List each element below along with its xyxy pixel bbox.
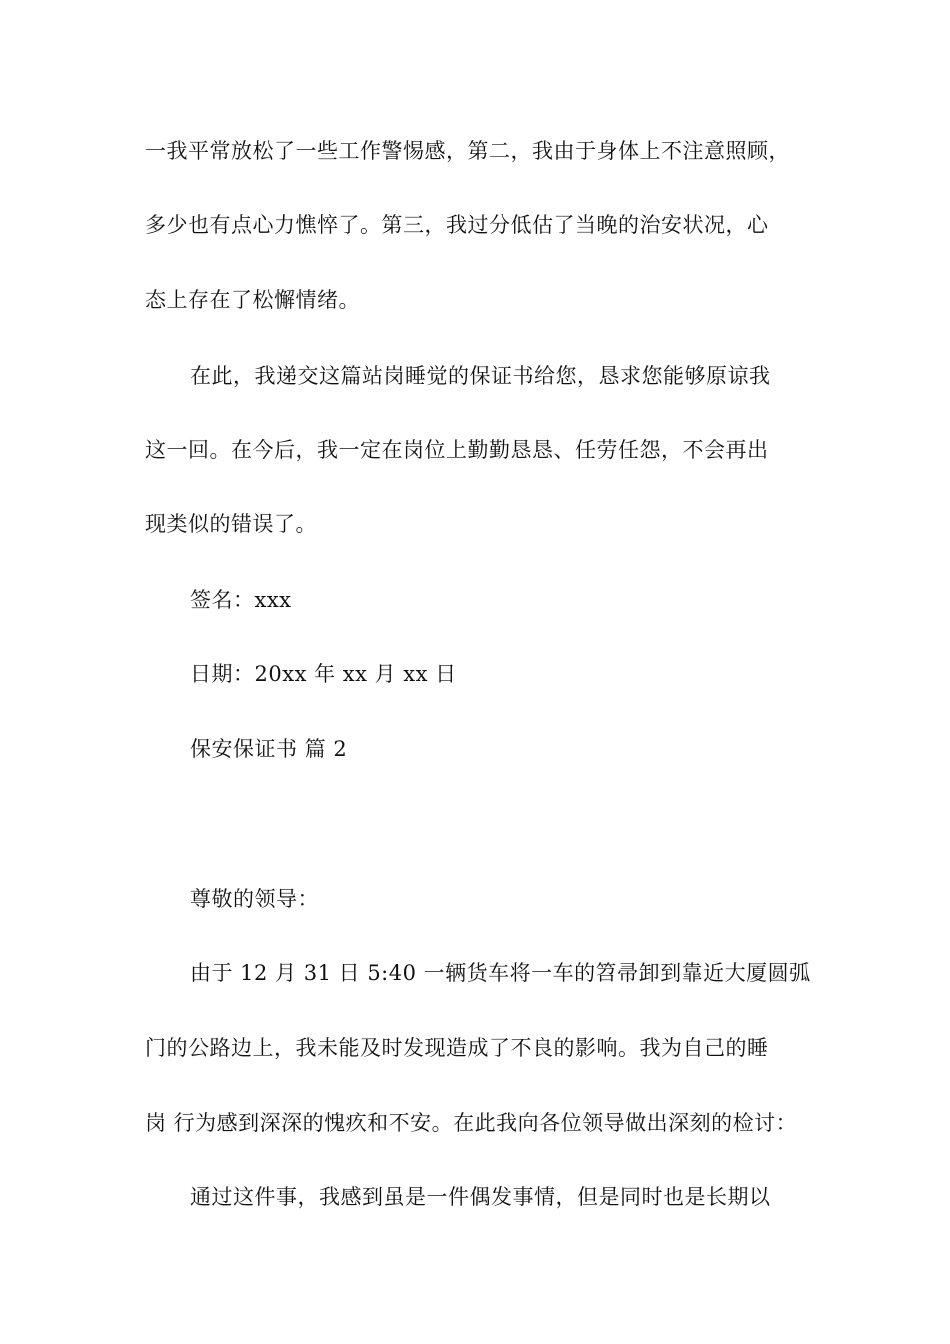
paragraph-line: 由于 12 月 31 日 5:40 一辆货车将一车的笤帚卸到靠近大厦圆弧	[190, 961, 811, 985]
paragraph-line: 现类似的错误了。	[145, 512, 317, 536]
paragraph-line: 在此，我递交这篇站岗睡觉的保证书给您，恳求您能够原谅我	[190, 364, 771, 388]
date-line: 日期：20xx 年 xx 月 xx 日	[190, 662, 457, 686]
section-heading: 保安保证书 篇 2	[190, 737, 348, 761]
paragraph-line: 通过这件事，我感到虽是一件偶发事情，但是同时也是长期以	[190, 1185, 771, 1209]
paragraph-line: 门的公路边上，我未能及时发现造成了不良的影响。我为自己的睡	[145, 1036, 769, 1060]
paragraph-line: 这一回。在今后，我一定在岗位上勤勤恳恳、任劳任怨，不会再出	[145, 438, 769, 462]
paragraph-line: 岗 行为感到深深的愧疚和不安。在此我向各位领导做出深刻的检讨：	[145, 1111, 798, 1135]
signature-line: 签名：xxx	[190, 588, 292, 612]
paragraph-line: 多少也有点心力憔悴了。第三，我过分低估了当晚的治安状况，心	[145, 213, 769, 237]
salutation: 尊敬的领导：	[190, 887, 319, 911]
paragraph-line: 一我平常放松了一些工作警惕感，第二，我由于身体上不注意照顾，	[145, 139, 790, 163]
paragraph-line: 态上存在了松懈情绪。	[145, 288, 360, 312]
